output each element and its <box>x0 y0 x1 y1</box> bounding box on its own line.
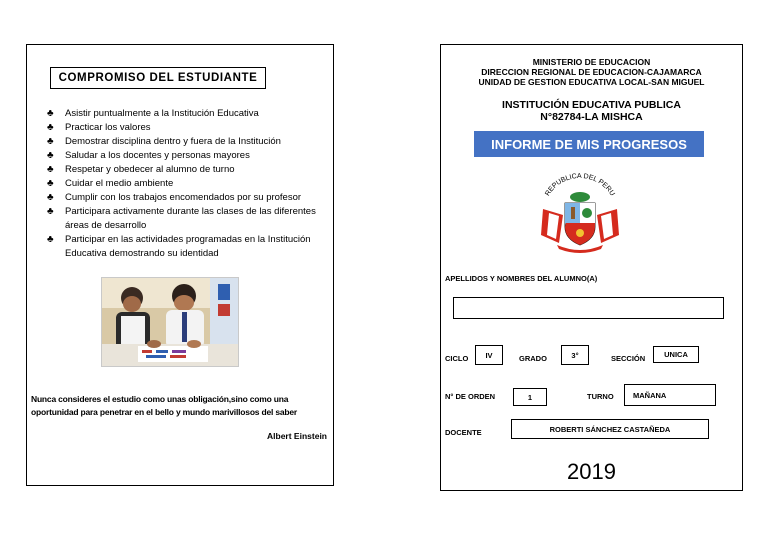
student-commitment-page <box>26 44 334 486</box>
docente-label: DOCENTE <box>445 428 482 437</box>
orden-label: N° DE ORDEN <box>445 392 496 401</box>
ciclo-label: CICLO <box>445 354 469 363</box>
turno-field[interactable]: MAÑANA <box>624 384 716 406</box>
students-studying-illustration <box>102 278 238 366</box>
institution-name: INSTITUCIÓN EDUCATIVA PUBLICA N°82784-LA MISHCA <box>502 99 681 123</box>
club-icon: ♣ <box>47 136 54 147</box>
ministry-header: MINISTERIO DE EDUCACION DIRECCION REGIONAL DE EDUCACION-CAJAMARCA UNIDAD DE GESTION EDUCATIVA LOCAL-SAN MIGUEL <box>478 57 705 87</box>
orden-field[interactable]: 1 <box>513 388 547 406</box>
club-icon: ♣ <box>47 178 54 189</box>
quote-author: Albert Einstein <box>267 431 327 441</box>
club-icon: ♣ <box>47 164 54 175</box>
ciclo-field[interactable]: IV <box>475 345 503 365</box>
peru-coat-of-arms-icon <box>535 169 625 255</box>
students-photo <box>101 277 239 367</box>
crest-text: REPUBLICA DEL PERU <box>544 172 616 198</box>
club-icon: ♣ <box>47 234 54 245</box>
list-item: ♣ Participara activamente durante las clases de las diferentes áreas de desarrollo <box>47 206 316 231</box>
list-item: ♣ Demostrar disciplina dentro y fuera de la Institución <box>47 136 281 147</box>
club-icon: ♣ <box>47 206 54 217</box>
quote-text: Nunca consideres el estudio como unas obligación,sino como una oportunidad para penetrar en el bello y mundo marivillosos del saber <box>31 394 298 417</box>
report-banner: INFORME DE MIS PROGRESOS <box>474 131 704 157</box>
club-icon: ♣ <box>47 150 54 161</box>
student-name-label: APELLIDOS Y NOMBRES DEL ALUMNO(A) <box>445 274 598 283</box>
commitment-title: COMPROMISO DEL ESTUDIANTE <box>50 67 266 89</box>
grado-label: GRADO <box>519 354 547 363</box>
grado-field[interactable]: 3° <box>561 345 589 365</box>
seccion-field[interactable]: UNICA <box>653 346 699 363</box>
list-item: ♣ Cuidar el medio ambiente <box>47 178 174 189</box>
school-year: 2019 <box>567 459 616 484</box>
club-icon: ♣ <box>47 122 54 133</box>
progress-report-cover <box>440 44 743 491</box>
list-item: ♣ Respetar y obedecer al alumno de turno <box>47 164 235 175</box>
student-name-field[interactable] <box>453 297 724 319</box>
list-item: ♣ Participar en las actividades programadas en la Institución Educativa demostrando su identidad <box>47 234 311 259</box>
club-icon: ♣ <box>47 108 54 119</box>
list-item: ♣ Saludar a los docentes y personas mayores <box>47 150 250 161</box>
seccion-label: SECCIÓN <box>611 354 646 363</box>
docente-field[interactable]: ROBERTI SÁNCHEZ CASTAÑEDA <box>511 419 709 439</box>
list-item: ♣ Asistir puntualmente a la Institución Educativa <box>47 108 259 119</box>
club-icon: ♣ <box>47 192 54 203</box>
list-item: ♣ Practicar los valores <box>47 122 151 133</box>
list-item: ♣ Cumplir con los trabajos encomendados por su profesor <box>47 192 302 203</box>
commitment-list <box>47 107 331 261</box>
turno-label: TURNO <box>587 392 614 401</box>
